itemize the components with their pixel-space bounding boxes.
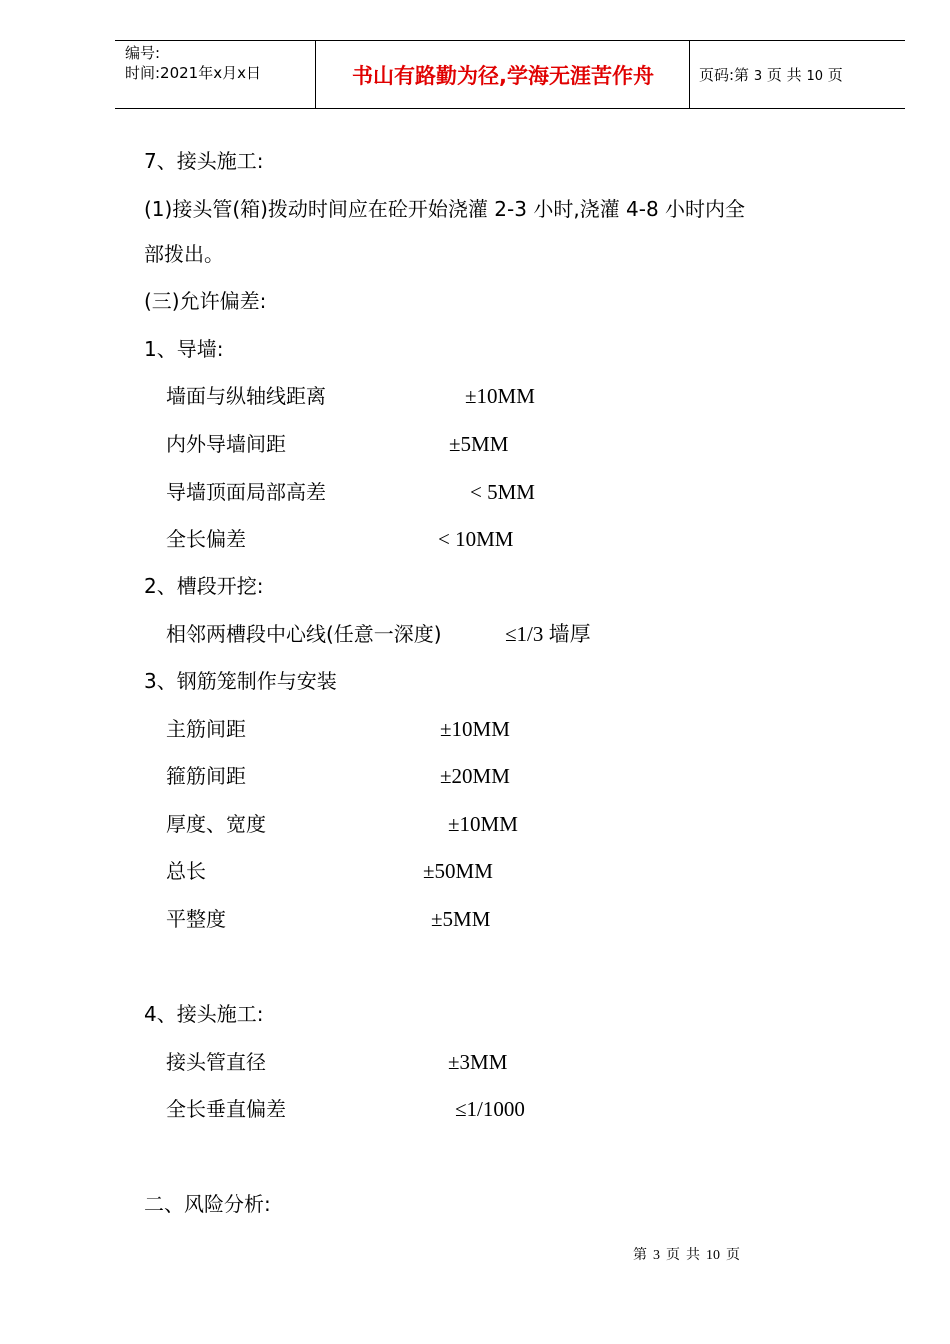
tolerance-value: ≤1/1000 xyxy=(455,1097,525,1121)
page-label-mid: 页 共 xyxy=(766,66,802,84)
tolerance-value: < 10MM xyxy=(438,527,514,551)
page-current: 3 xyxy=(753,69,763,84)
paragraph-line: 部拨出。 xyxy=(144,242,224,266)
tolerance-label: 导墙顶面局部高差 xyxy=(166,480,326,504)
subsection-heading: 2、槽段开挖: xyxy=(144,574,264,598)
section-heading: (三)允许偏差: xyxy=(144,289,267,313)
tolerance-value: ±10MM xyxy=(465,384,535,408)
section-heading: 7、接头施工: xyxy=(144,149,264,173)
subsection-heading: 1、导墙: xyxy=(144,337,224,361)
tolerance-label: 相邻两槽段中心线(任意一深度) xyxy=(166,622,442,646)
tolerance-label: 全长偏差 xyxy=(166,527,246,551)
tolerance-value: ±10MM xyxy=(448,812,518,836)
footer-page-current: 3 xyxy=(653,1248,660,1263)
subsection-heading: 4、接头施工: xyxy=(144,1002,264,1026)
page-footer xyxy=(633,1246,746,1266)
tolerance-value: ±3MM xyxy=(448,1050,508,1074)
footer-word: 第 xyxy=(633,1248,647,1263)
tolerance-value: ±20MM xyxy=(440,764,510,788)
footer-word: 共 xyxy=(686,1248,700,1263)
tolerance-label: 墙面与纵轴线距离 xyxy=(166,384,326,408)
footer-word: 页 xyxy=(726,1248,740,1263)
section-heading: 二、风险分析: xyxy=(144,1192,271,1216)
subsection-heading: 3、钢筋笼制作与安装 xyxy=(144,669,337,693)
document-time-label: 时间:2021年x月x日 xyxy=(125,64,261,82)
page-header xyxy=(115,40,905,109)
tolerance-value: < 5MM xyxy=(470,480,535,504)
tolerance-value: ±50MM xyxy=(423,859,493,883)
document-number-label: 编号: xyxy=(125,44,161,62)
paragraph-line: (1)接头管(箱)拨动时间应在砼开始浇灌 2-3 小时,浇灌 4-8 小时内全 xyxy=(144,197,746,221)
tolerance-label: 接头管直径 xyxy=(166,1050,266,1074)
header-meta xyxy=(125,43,261,83)
tolerance-label: 总长 xyxy=(166,859,206,883)
page-label-prefix: 页码:第 xyxy=(699,66,750,84)
tolerance-value: ±10MM xyxy=(440,717,510,741)
tolerance-label: 厚度、宽度 xyxy=(166,812,266,836)
page-label-suffix: 页 xyxy=(827,66,843,84)
tolerance-label: 内外导墙间距 xyxy=(166,432,286,456)
tolerance-label: 平整度 xyxy=(166,907,226,931)
header-page-number xyxy=(699,65,843,87)
tolerance-value: ≤1/3 墙厚 xyxy=(505,622,591,646)
footer-word: 页 xyxy=(666,1248,680,1263)
tolerance-value: ±5MM xyxy=(449,432,509,456)
header-motto: 书山有路勤为径,学海无涯苦作舟 xyxy=(352,63,654,88)
page-total: 10 xyxy=(806,69,824,84)
tolerance-label: 箍筋间距 xyxy=(166,764,246,788)
tolerance-value: ±5MM xyxy=(431,907,491,931)
tolerance-label: 主筋间距 xyxy=(166,717,246,741)
tolerance-label: 全长垂直偏差 xyxy=(166,1097,286,1121)
footer-page-total: 10 xyxy=(706,1248,720,1263)
